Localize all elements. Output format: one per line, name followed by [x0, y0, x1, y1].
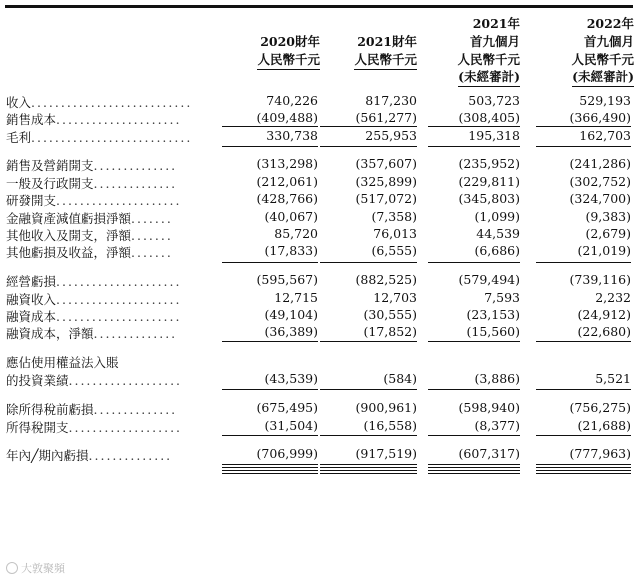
row-label [6, 209, 173, 227]
leader-dots: ..................... [56, 309, 182, 324]
cell-value: (36,389) [264, 324, 318, 339]
cell-value: 85,720 [274, 226, 318, 241]
leader-dots: .............. [93, 176, 178, 191]
leader-dots: ..................... [56, 112, 182, 127]
row-label-text: 一般及行政開支 [6, 176, 94, 191]
row-label [6, 110, 181, 128]
cell-value: (3,886) [474, 371, 520, 386]
cell-value: (241,286) [569, 156, 631, 171]
subtotal-rule [222, 126, 318, 127]
row-label-text: 銷售及營銷開支 [6, 158, 94, 173]
leader-dots: ....... [131, 228, 173, 243]
leader-dots: .............. [88, 448, 173, 463]
row-label-text: 融資收入 [6, 292, 57, 307]
row-label [6, 128, 192, 146]
cell-value: (16,558) [363, 418, 417, 433]
subtotal-rule [222, 389, 318, 390]
cell-value: (30,555) [363, 307, 417, 322]
cell-value: (6,686) [474, 243, 520, 258]
cell-value: (7,358) [371, 209, 417, 224]
subtotal-rule [536, 435, 631, 436]
cell-value: (8,377) [474, 418, 520, 433]
subtotal-rule [222, 341, 318, 342]
watermark [6, 560, 65, 576]
subtotal-rule [428, 262, 520, 263]
cell-value: (517,072) [355, 191, 417, 206]
cell-value: (756,275) [569, 400, 631, 415]
header-unit: 人民幣千元 [210, 51, 320, 70]
subtotal-rule [320, 389, 417, 390]
header-line2: 首九個月 [583, 34, 634, 49]
row-label [6, 243, 173, 261]
cell-value: (212,061) [256, 174, 318, 189]
leader-dots: ..................... [56, 274, 182, 289]
cell-value: (325,899) [355, 174, 417, 189]
row-label-text: 除所得稅前虧損 [6, 402, 94, 417]
row-label-text: 所得稅開支 [6, 420, 69, 435]
row-label [6, 272, 181, 290]
cell-value: 740,226 [266, 93, 318, 108]
leader-dots: .............. [93, 158, 178, 173]
double-rule [428, 470, 520, 474]
subtotal-rule [536, 341, 631, 342]
subtotal-rule [320, 126, 417, 127]
cell-value: (6,555) [371, 243, 417, 258]
cell-value: 195,318 [468, 128, 520, 143]
cell-value: (229,811) [458, 174, 520, 189]
cell-value: (598,940) [458, 400, 520, 415]
cell-value: 255,953 [365, 128, 417, 143]
cell-value: (324,700) [569, 191, 631, 206]
row-label [6, 290, 181, 308]
cell-value: (40,067) [264, 209, 318, 224]
subtotal-rule [222, 146, 318, 147]
cell-value: (584) [383, 371, 417, 386]
leader-dots: ..................... [56, 193, 182, 208]
double-rule [320, 464, 417, 468]
leader-dots: ........................... [31, 95, 193, 110]
header-unit: 人民幣千元 [571, 52, 634, 67]
subtotal-rule [536, 126, 631, 127]
cell-value: 76,013 [373, 226, 417, 241]
cell-value: (882,525) [355, 272, 417, 287]
cell-value: (366,490) [569, 110, 631, 125]
subtotal-rule [428, 435, 520, 436]
row-label-text: 收入 [6, 95, 32, 110]
cell-value: (428,766) [256, 191, 318, 206]
cell-value: 503,723 [468, 93, 520, 108]
subtotal-rule [320, 262, 417, 263]
subtotal-rule [536, 389, 631, 390]
header-line1: 2021年 [472, 16, 520, 31]
cell-value: (21,019) [577, 243, 631, 258]
leader-dots: .............. [93, 402, 178, 417]
header-unit: 人民幣千元 [457, 52, 520, 67]
cell-value: (561,277) [355, 110, 417, 125]
row-label [6, 307, 181, 325]
double-rule [222, 470, 318, 474]
cell-value: (15,560) [466, 324, 520, 339]
row-label-text: 經營虧損 [6, 274, 57, 289]
double-rule [536, 470, 631, 474]
row-label-text: 的投資業績 [6, 373, 69, 388]
row-label [6, 371, 182, 389]
row-label [6, 353, 119, 371]
cell-value: (607,317) [458, 446, 520, 461]
subtotal-rule [320, 435, 417, 436]
cell-value: (9,383) [585, 209, 631, 224]
header-line1: 2022年 [586, 16, 634, 31]
watermark-logo-icon [6, 562, 18, 574]
row-label [6, 226, 173, 244]
row-label-text: 融資成本，淨額 [6, 326, 94, 341]
cell-value: 44,539 [476, 226, 520, 241]
subtotal-rule [428, 126, 520, 127]
double-rule [536, 464, 631, 468]
row-label [6, 191, 181, 209]
leader-dots: ........................... [31, 130, 193, 145]
subtotal-rule [428, 146, 520, 147]
cell-value: (31,504) [264, 418, 318, 433]
cell-value: 12,715 [274, 290, 318, 305]
subtotal-rule [428, 341, 520, 342]
double-rule [428, 464, 520, 468]
subtotal-rule [428, 389, 520, 390]
top-rule [5, 5, 633, 8]
row-label [6, 174, 177, 192]
row-label-text: 融資成本 [6, 309, 57, 324]
cell-value: (345,803) [458, 191, 520, 206]
subtotal-rule [320, 146, 417, 147]
cell-value: 162,703 [579, 128, 631, 143]
leader-dots: ................... [68, 373, 183, 388]
cell-value: 12,703 [373, 290, 417, 305]
row-label-text: 應佔使用權益法入賬 [6, 355, 119, 370]
row-label-text: 研發開支 [6, 193, 57, 208]
header-line2: 2020財年 [260, 34, 320, 49]
cell-value: (357,607) [355, 156, 417, 171]
cell-value: (675,495) [256, 400, 318, 415]
cell-value: (24,912) [577, 307, 631, 322]
leader-dots: ....... [131, 211, 173, 226]
row-label-text: 其他虧損及收益，淨額 [6, 245, 132, 260]
cell-value: (23,153) [466, 307, 520, 322]
cell-value: (409,488) [256, 110, 318, 125]
header-unit: 人民幣千元 [312, 51, 417, 70]
cell-value: (302,752) [569, 174, 631, 189]
cell-value: 817,230 [365, 93, 417, 108]
leader-dots: ....... [131, 245, 173, 260]
cell-value: (17,833) [264, 243, 318, 258]
cell-value: 529,193 [579, 93, 631, 108]
leader-dots: .............. [93, 326, 178, 341]
row-label-text: 銷售成本 [6, 112, 57, 127]
header-note: (未經審計) [530, 68, 634, 87]
cell-value: (308,405) [458, 110, 520, 125]
leader-dots: ..................... [56, 292, 182, 307]
cell-value: (595,567) [256, 272, 318, 287]
cell-value: (900,961) [355, 400, 417, 415]
leader-dots: ................... [68, 420, 183, 435]
row-label-text: 年內╱期內虧損 [6, 448, 89, 463]
watermark-text: 大敦聚頻 [21, 562, 65, 575]
cell-value: (22,680) [577, 324, 631, 339]
cell-value: 330,738 [266, 128, 318, 143]
cell-value: (235,952) [458, 156, 520, 171]
row-label [6, 156, 177, 174]
cell-value: (579,494) [458, 272, 520, 287]
cell-value: (2,679) [585, 226, 631, 241]
cell-value: 2,232 [595, 290, 631, 305]
cell-value: (49,104) [264, 307, 318, 322]
cell-value: (313,298) [256, 156, 318, 171]
row-label [6, 446, 172, 464]
cell-value: (739,116) [569, 272, 631, 287]
double-rule [222, 464, 318, 468]
subtotal-rule [536, 146, 631, 147]
row-label [6, 93, 192, 111]
cell-value: (43,539) [264, 371, 318, 386]
cell-value: (777,963) [569, 446, 631, 461]
row-label-text: 其他收入及開支，淨額 [6, 228, 132, 243]
row-label-text: 毛利 [6, 130, 32, 145]
cell-value: (21,688) [577, 418, 631, 433]
double-rule [320, 470, 417, 474]
row-label [6, 418, 182, 436]
cell-value: (917,519) [355, 446, 417, 461]
cell-value: 5,521 [595, 371, 631, 386]
cell-value: (706,999) [256, 446, 318, 461]
cell-value: (17,852) [363, 324, 417, 339]
row-label-text: 金融資產減值虧損淨額 [6, 211, 132, 226]
header-note: (未經審計) [420, 68, 520, 87]
subtotal-rule [536, 262, 631, 263]
subtotal-rule [320, 341, 417, 342]
row-label [6, 400, 177, 418]
cell-value: 7,593 [484, 290, 520, 305]
header-line2: 2021財年 [357, 34, 417, 49]
subtotal-rule [222, 435, 318, 436]
row-label [6, 324, 177, 342]
cell-value: (1,099) [474, 209, 520, 224]
subtotal-rule [222, 262, 318, 263]
header-line2: 首九個月 [469, 34, 520, 49]
